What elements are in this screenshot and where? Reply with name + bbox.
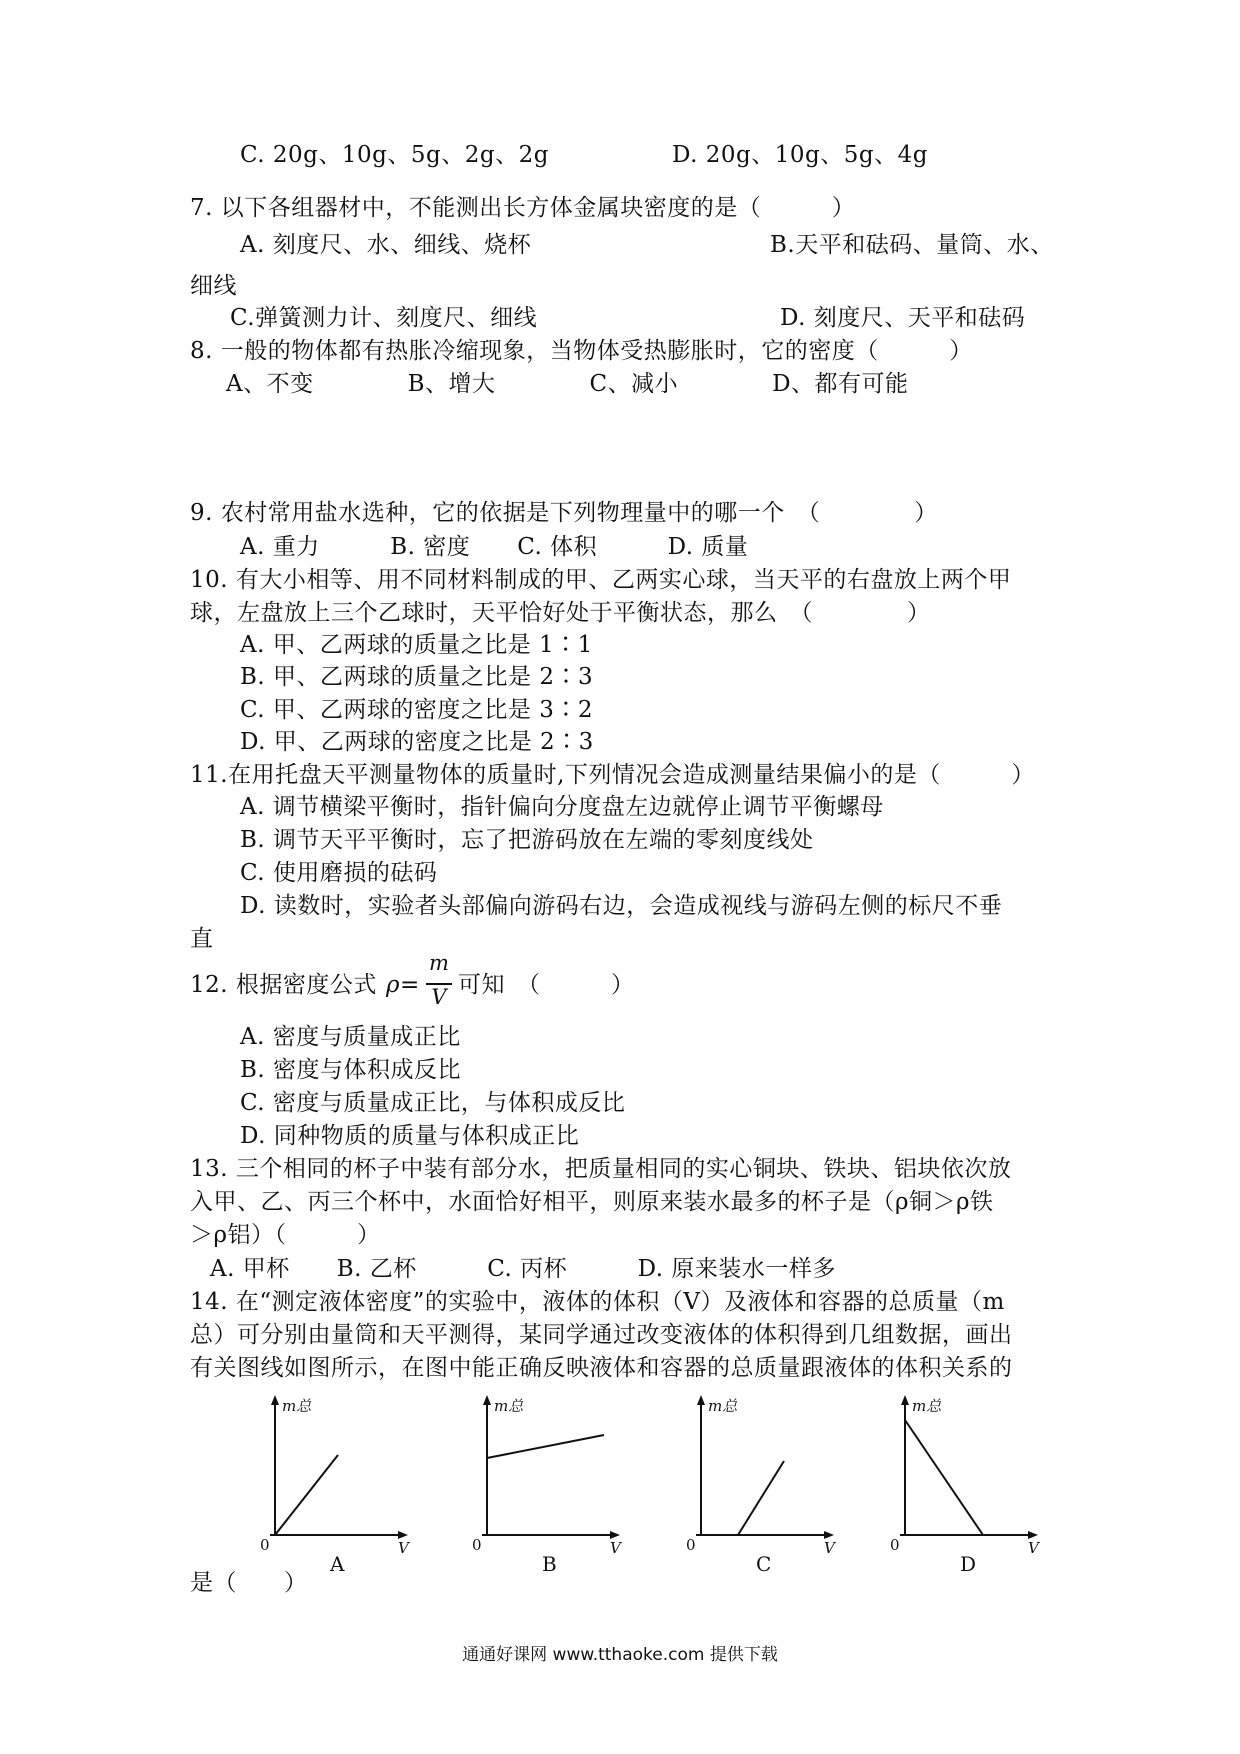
q10-stem-1: 10. 有大小相等、用不同材料制成的甲、乙两实心球，当天平的右盘放上两个甲 [190, 567, 1012, 593]
graph-d-y-arrow [901, 1395, 909, 1405]
q11-option-d-cont: 直 [190, 926, 214, 952]
q6-option-d: D. 20g、10g、5g、4g [672, 142, 928, 168]
q13-stem-3: ＞ρ铝）（ ） [190, 1222, 381, 1248]
q10-option-b: B. 甲、乙两球的质量之比是 2∶3 [240, 664, 594, 690]
q11-option-b: B. 调节天平平衡时，忘了把游码放在左端的零刻度线处 [240, 827, 814, 853]
q14-stem-3: 有关图线如图所示，在图中能正确反映液体和容器的总质量跟液体的体积关系的 [190, 1355, 1013, 1381]
q8-options: A、不变 B、增大 C、减小 D、都有可能 [226, 371, 909, 397]
graph-c [676, 1385, 836, 1576]
graph-c-caption: C [756, 1552, 772, 1576]
graph-d-line [905, 1420, 983, 1535]
graph-b-line [487, 1435, 604, 1458]
q7-option-b: B.天平和砝码、量筒、水、 [770, 232, 1054, 258]
q14-stem-1: 14. 在“测定液体密度”的实验中，液体的体积（V）及液体和容器的总质量（m [190, 1289, 1005, 1315]
q11-option-d: D. 读数时，实验者头部偏向游码右边，会造成视线与游码左侧的标尺不垂 [240, 893, 1003, 919]
graph-b-origin: 0 [472, 1536, 482, 1554]
graph-c-x-arrow [824, 1531, 834, 1539]
q13-stem-2: 入甲、乙、丙三个杯中，水面恰好相平，则原来装水最多的杯子是（ρ铜＞ρ铁 [190, 1189, 994, 1215]
q11-option-a: A. 调节横梁平衡时，指针偏向分度盘左边就停止调节平衡螺母 [240, 794, 884, 820]
q7-option-c: C.弹簧测力计、刻度尺、细线 [230, 305, 538, 331]
graph-c-x-label: V [824, 1539, 835, 1557]
q11-stem: 11.在用托盘天平测量物体的质量时,下列情况会造成测量结果偏小的是（ ） [190, 762, 1035, 788]
q13-stem-1: 13. 三个相同的杯子中装有部分水，把质量相同的实心铜块、铁块、铝块依次放 [190, 1156, 1012, 1182]
q12-option-c: C. 密度与质量成正比，与体积成反比 [240, 1090, 626, 1116]
q10-option-d: D. 甲、乙两球的密度之比是 2∶3 [240, 729, 594, 755]
graph-a-origin: 0 [260, 1536, 270, 1554]
graph-c-y-label: m总 [708, 1397, 738, 1415]
graph-a-caption: A [330, 1552, 345, 1576]
q12-formula-rho: ρ= [386, 972, 420, 998]
q9-options: A. 重力 B. 密度 C. 体积 D. 质量 [240, 534, 749, 560]
q6-option-c: C. 20g、10g、5g、2g、2g [240, 142, 549, 168]
q12-stem-prefix: 12. 根据密度公式 [190, 972, 377, 998]
graph-b-y-arrow [483, 1395, 491, 1405]
q12-formula-numerator: m [429, 951, 449, 975]
q12-stem-suffix: 可知 （ ） [458, 972, 635, 998]
graph-d-y-label: m总 [912, 1397, 942, 1415]
graph-d-x-arrow [1028, 1531, 1038, 1539]
graph-b-x-label: V [610, 1539, 621, 1557]
q12-option-a: A. 密度与质量成正比 [240, 1024, 461, 1050]
q12-formula-denominator: V [431, 985, 447, 1009]
q12-option-d: D. 同种物质的质量与体积成正比 [240, 1123, 580, 1149]
graph-a-x-arrow [398, 1531, 408, 1539]
q7-option-a: A. 刻度尺、水、细线、烧杯 [240, 232, 532, 258]
graph-b-y-label: m总 [494, 1397, 524, 1415]
graph-d [880, 1385, 1040, 1576]
q14-stem-2: 总）可分别由量筒和天平测得，某同学通过改变液体的体积得到几组数据，画出 [190, 1322, 1013, 1348]
graph-c-line [738, 1461, 784, 1535]
graph-b-caption: B [542, 1552, 557, 1576]
graph-a [250, 1385, 410, 1576]
graph-c-origin: 0 [686, 1536, 696, 1554]
page-footer: 通通好课网 www.tthaoke.com 提供下载 [462, 1645, 778, 1665]
q10-option-c: C. 甲、乙两球的密度之比是 3∶2 [240, 697, 593, 723]
graph-b-x-arrow [610, 1531, 620, 1539]
graph-a-y-label: m总 [282, 1397, 312, 1415]
q13-options: A. 甲杯 B. 乙杯 C. 丙杯 D. 原来装水一样多 [210, 1256, 836, 1282]
q10-stem-2: 球，左盘放上三个乙球时，天平恰好处于平衡状态，那么 （ ） [190, 600, 931, 626]
q14-stem-4: 是（ ） [190, 1570, 308, 1596]
graph-a-x-label: V [398, 1539, 409, 1557]
q11-option-c: C. 使用磨损的砝码 [240, 860, 438, 886]
graph-c-y-arrow [697, 1395, 705, 1405]
q9-stem: 9. 农村常用盐水选种，它的依据是下列物理量中的哪一个 （ ） [190, 500, 938, 526]
q7-option-b-cont: 细线 [190, 273, 237, 299]
q7-stem: 7. 以下各组器材中，不能测出长方体金属块密度的是（ ） [190, 195, 856, 221]
graph-a-y-arrow [271, 1395, 279, 1405]
graph-b [462, 1385, 622, 1576]
graph-d-caption: D [960, 1552, 977, 1576]
graph-d-origin: 0 [890, 1536, 900, 1554]
q8-stem: 8. 一般的物体都有热胀冷缩现象，当物体受热膨胀时，它的密度（ ） [190, 338, 973, 364]
q10-option-a: A. 甲、乙两球的质量之比是 1∶1 [240, 632, 593, 658]
q12-option-b: B. 密度与体积成反比 [240, 1057, 462, 1083]
q7-option-d: D. 刻度尺、天平和砝码 [780, 305, 1026, 331]
graph-d-x-label: V [1028, 1539, 1039, 1557]
graph-a-line [275, 1455, 338, 1535]
